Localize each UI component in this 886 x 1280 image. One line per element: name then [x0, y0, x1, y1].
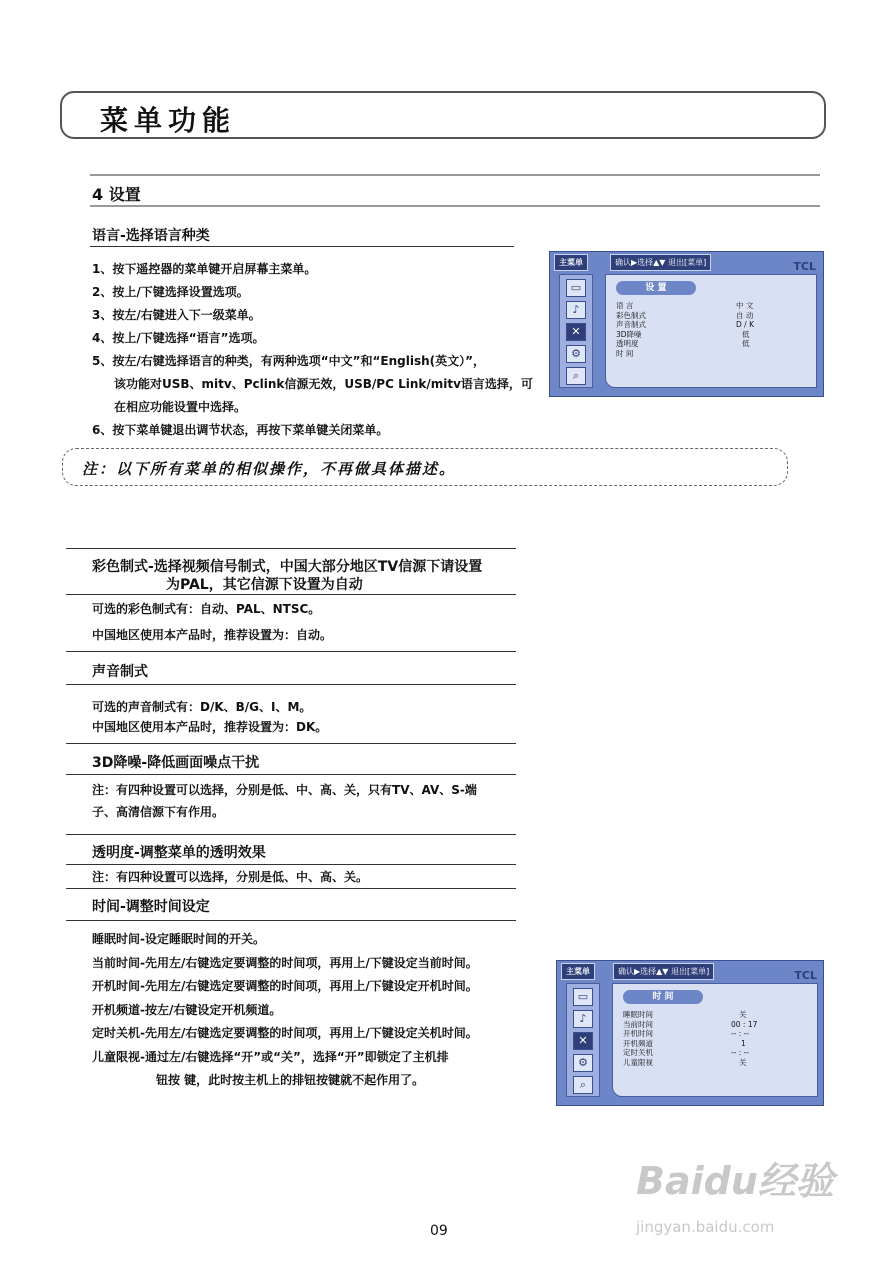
section-title: 4 设置	[92, 185, 141, 204]
menu-row: 开机频道 1	[623, 1038, 746, 1048]
main-menu-tab: 主菜单	[561, 963, 595, 980]
menu-row: 时 间	[616, 348, 634, 358]
menu-row: 语 言 中 文	[616, 301, 754, 310]
time-off-timer: 定时关机-先用左/右键选定要调整的时间项，再用上/下键设定关机时间。	[92, 1026, 478, 1040]
transparency-heading: 透明度-调整菜单的透明效果	[92, 845, 266, 861]
transparency-note: 注：有四种设置可以选择，分别是低、中、高、关。	[92, 870, 369, 884]
menu-rows	[616, 301, 806, 358]
menu-sidebar	[559, 274, 593, 388]
menu-header: 时 间	[623, 990, 703, 1004]
color-rule-top	[66, 548, 516, 549]
menu-row: 开机时间 -- : --	[623, 1029, 750, 1038]
sound-icon: ♪	[566, 301, 586, 319]
settings-menu-screenshot	[549, 251, 824, 397]
watermark-logo: Baidu经验	[636, 1159, 834, 1203]
menu-panel	[605, 274, 817, 388]
brand-logo: TCL	[793, 260, 816, 273]
menu-row: 声音制式 D / K	[616, 320, 754, 329]
time-child-lock-cont: 钮按 键，此时按主机上的排钮按键就不起作用了。	[156, 1073, 425, 1087]
time-child-lock: 儿童限视-通过左/右键选择“开”或“关”，选择“开”即锁定了主机排	[92, 1049, 449, 1064]
gear-icon: ⚙	[566, 345, 586, 363]
sound-recommend: 中国地区使用本产品时，推荐设置为：DK。	[92, 720, 328, 734]
note-text: 注：以下所有菜单的相似操作，不再做具体描述。	[82, 460, 457, 478]
sound-options: 可选的声音制式有：D/K、B/G、I、M。	[92, 700, 312, 714]
step-2: 2、按上/下键选择设置选项。	[92, 285, 249, 299]
time-power-on-channel: 开机频道-按左/右键设定开机频道。	[92, 1002, 282, 1017]
menu-row: 当前时间 00 : 17	[623, 1019, 758, 1029]
section-rule-bottom	[90, 205, 820, 207]
page-number: 09	[430, 1223, 448, 1239]
time-rule	[66, 920, 516, 921]
noise-note-1: 注：有四种设置可以选择，分别是低、中、高、关，只有TV、AV、S-端	[92, 783, 477, 797]
noise-note-2: 子、高清信源下有作用。	[92, 805, 225, 819]
brand-logo: TCL	[794, 969, 817, 982]
step-5-cont-1: 该功能对USB、mitv、Pclink信源无效，USB/PC Link/mitv语言选择，可	[114, 377, 533, 391]
menu-breadcrumb: 确认▶选择▲▼ 退出[菜单]	[613, 963, 714, 980]
noise-rule-bottom	[66, 774, 516, 775]
gear-icon: ⚙	[573, 1054, 593, 1072]
time-current: 当前时间-先用左/右键选定要调整的时间项，再用上/下键设定当前时间。	[92, 955, 478, 970]
menu-row: 定时关机 -- : --	[623, 1048, 750, 1057]
menu-row: 儿童限视 关	[623, 1057, 747, 1067]
step-5: 5、按左/右键选择语言的种类，有两种选项“中文”和“English(英文）”，	[92, 354, 486, 368]
color-recommend: 中国地区使用本产品时，推荐设置为：自动。	[92, 628, 333, 642]
step-1: 1、按下遥控器的菜单键开启屏幕主菜单。	[92, 262, 317, 276]
menu-rows	[623, 1010, 809, 1067]
noise-heading: 3D降噪-降低画面噪点干扰	[92, 755, 260, 771]
time-sleep: 睡眠时间-设定睡眠时间的开关。	[92, 932, 265, 946]
menu-row: 3D降噪 低	[616, 329, 750, 339]
step-5-cont-2: 在相应功能设置中选择。	[114, 400, 247, 414]
menu-row: 透明度 低	[616, 339, 750, 348]
language-steps	[92, 258, 542, 442]
tools-icon: ✕	[566, 323, 586, 341]
time-power-on: 开机时间-先用左/右键选定要调整的时间项，再用上/下键设定开机时间。	[92, 979, 478, 993]
noise-rule-top	[66, 743, 516, 744]
tools-icon: ✕	[573, 1032, 593, 1050]
sound-icon: ♪	[573, 1010, 593, 1028]
menu-panel	[612, 983, 818, 1097]
search-icon: ⌕	[573, 1076, 593, 1094]
sound-heading: 声音制式	[92, 664, 148, 680]
color-heading-1: 彩色制式-选择视频信号制式，中国大部分地区TV信源下请设置	[92, 559, 483, 575]
time-menu-screenshot	[556, 960, 824, 1106]
language-rule	[90, 246, 514, 247]
picture-icon: ▭	[566, 279, 586, 297]
transparency-rule-top	[66, 834, 516, 835]
picture-icon: ▭	[573, 988, 593, 1006]
search-icon: ⌕	[566, 367, 586, 385]
color-heading-2: 为PAL，其它信源下设置为自动	[166, 577, 363, 593]
step-4: 4、按上/下键选择“语言”选项。	[92, 331, 265, 345]
menu-row: 睡眠时间 关	[623, 1010, 747, 1019]
menu-sidebar	[566, 983, 600, 1097]
time-lines	[92, 928, 478, 1093]
menu-breadcrumb: 确认▶选择▲▼ 退出[菜单]	[610, 254, 711, 271]
language-heading: 语言-选择语言种类	[92, 228, 210, 244]
sound-rule-bottom	[66, 684, 516, 685]
page-title: 菜单功能	[100, 104, 237, 137]
sound-rule-top	[66, 651, 516, 652]
menu-header: 设 置	[616, 281, 696, 295]
color-rule-bottom	[66, 594, 516, 595]
section-rule-top	[90, 174, 820, 176]
transparency-rule-mid	[66, 864, 516, 865]
step-6: 6、按下菜单键退出调节状态，再按下菜单键关闭菜单。	[92, 423, 389, 437]
transparency-rule-bottom	[66, 888, 516, 889]
step-3: 3、按左/右键进入下一级菜单。	[92, 308, 261, 322]
color-options: 可选的彩色制式有：自动、PAL、NTSC。	[92, 602, 321, 616]
main-menu-tab: 主菜单	[554, 254, 588, 271]
watermark-url: jingyan.baidu.com	[636, 1218, 775, 1236]
menu-row: 彩色制式 自 动	[616, 310, 754, 320]
time-heading: 时间-调整时间设定	[92, 899, 210, 915]
